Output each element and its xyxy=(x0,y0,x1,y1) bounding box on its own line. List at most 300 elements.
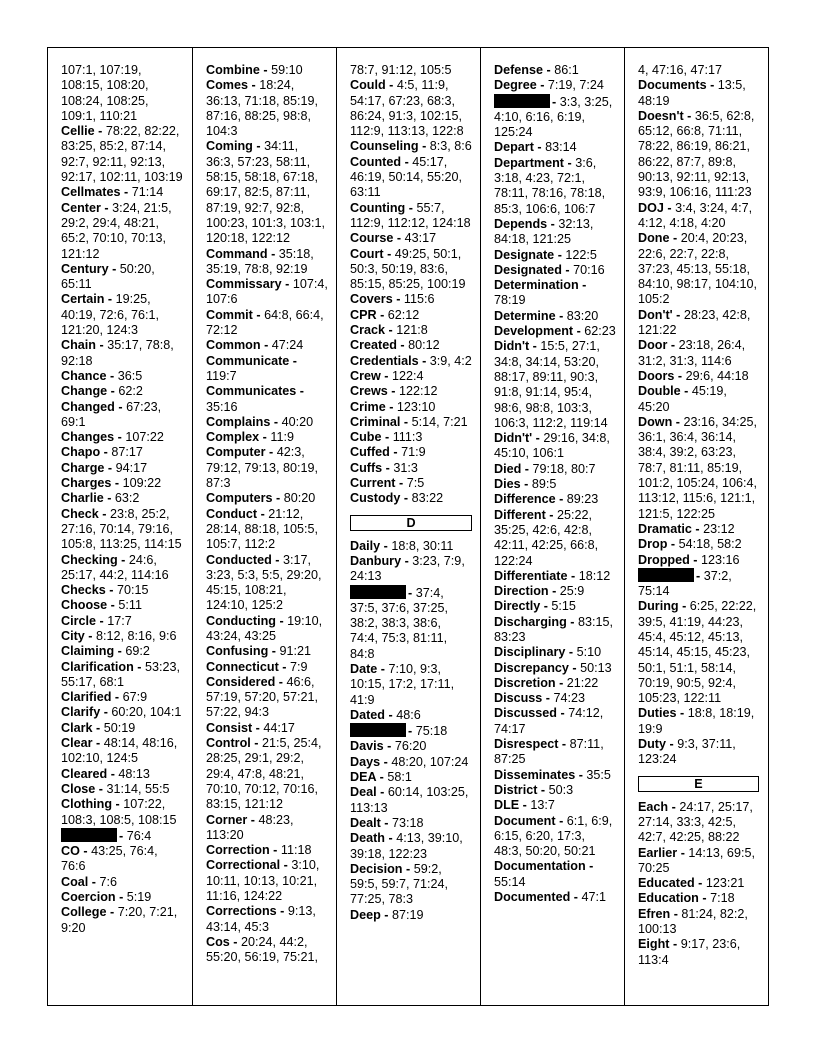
entry-page-refs: 14:13, 69:5, 70:25 xyxy=(638,845,755,875)
entry-page-refs: 50:19 xyxy=(103,720,136,735)
index-entry xyxy=(494,278,616,309)
index-entry xyxy=(638,78,759,109)
entry-page-refs: 15:5, 27:1, 34:8, 34:14, 53:20, 88:17, 89:11, 90:3, 91:8, 91:14, 95:4, 98:6, 98:8, 103:3, 106:3, 112:2, 119:14 xyxy=(494,339,608,430)
entry-page-refs: 75:18 xyxy=(415,724,448,739)
index-entry xyxy=(350,400,472,415)
entry-dash: - xyxy=(663,200,676,215)
entry-page-refs: 43:25, 76:4, 76:6 xyxy=(61,844,158,874)
redaction-bar xyxy=(350,723,406,737)
index-entry xyxy=(494,706,616,737)
entry-dash: - xyxy=(387,384,400,399)
entry-dash: - xyxy=(566,614,578,629)
entry-term: Educated xyxy=(638,876,695,891)
entry-page-refs: 5:19 xyxy=(126,890,152,905)
index-entry xyxy=(638,369,759,384)
index-entry xyxy=(61,476,184,491)
section-letter: E xyxy=(638,776,759,792)
index-entry xyxy=(206,553,328,614)
index-entry xyxy=(206,721,328,736)
index-entry xyxy=(61,705,184,720)
entry-page-refs: 60:20, 104:1 xyxy=(111,705,182,720)
index-entry xyxy=(206,63,328,78)
entry-term: District xyxy=(494,782,538,797)
entry-dash: - xyxy=(100,705,112,720)
index-entry xyxy=(61,553,184,584)
entry-page-refs: 13:7 xyxy=(530,798,555,813)
entry-page-refs: 80:20 xyxy=(283,491,316,506)
index-entry xyxy=(61,828,184,844)
entry-term: CPR xyxy=(350,307,377,322)
entry-page-refs: 62:12 xyxy=(387,307,420,322)
entry-dash: - xyxy=(402,861,414,876)
entry-page-refs: 23:8, 25:2, 27:16, 70:14, 79:16, 105:8, 113:25, 114:15 xyxy=(61,506,182,552)
index-entry xyxy=(61,690,184,705)
entry-term: Down xyxy=(638,414,673,429)
index-entry xyxy=(494,508,616,569)
entry-dash: - xyxy=(401,553,413,568)
entry-page-refs: 6:1, 6:9, 6:15, 6:20, 17:3, 48:3, 50:20, 50:21 xyxy=(494,813,613,859)
entry-term: Disrespect xyxy=(494,737,559,752)
entry-term: Dramatic xyxy=(638,521,692,536)
index-entry xyxy=(206,736,328,812)
entry-page-refs: 123:21 xyxy=(705,876,745,891)
entry-dash: - xyxy=(694,876,706,891)
redaction-bar xyxy=(494,94,550,108)
entry-dash: - xyxy=(267,246,279,261)
entry-term: College xyxy=(61,905,107,920)
index-entry xyxy=(350,415,472,430)
entry-page-refs: 109:22 xyxy=(122,476,162,491)
entry-page-refs: 9:13, 43:14, 45:3 xyxy=(206,904,316,934)
entry-term: DLE xyxy=(494,798,520,813)
entry-page-refs: 45:17, 46:19, 50:14, 55:20, 63:11 xyxy=(350,154,463,200)
entry-page-refs: 44:17 xyxy=(263,720,295,735)
entry-term: Charges xyxy=(61,476,112,491)
entry-term: Common xyxy=(206,338,261,353)
entry-term: Circle xyxy=(61,613,97,628)
entry-term: Century xyxy=(61,261,109,276)
entry-term: Conducting xyxy=(206,613,276,628)
entry-term: Coming xyxy=(206,139,253,154)
index-entry xyxy=(61,262,184,293)
entry-dash: - xyxy=(537,782,549,797)
entry-term: Chain xyxy=(61,338,96,353)
entry-page-refs: 7:19, 7:24 xyxy=(547,78,604,93)
entry-dash: - xyxy=(260,338,272,353)
entry-dash: - xyxy=(519,798,531,813)
entry-dash: - xyxy=(547,216,559,231)
entry-page-refs: 35:17, 78:8, 92:18 xyxy=(61,338,174,368)
index-entry xyxy=(206,308,328,339)
entry-dash: - xyxy=(269,843,281,858)
index-entry xyxy=(350,708,472,723)
index-entry xyxy=(350,139,472,154)
entry-page-refs: 40:20 xyxy=(281,414,314,429)
index-entry xyxy=(494,78,616,93)
index-entry xyxy=(206,277,328,308)
index-entry xyxy=(61,614,184,629)
index-entry xyxy=(61,721,184,736)
entry-page-refs: 111:3 xyxy=(392,430,423,445)
entry-page-refs: 80:12 xyxy=(408,338,440,353)
index-entry xyxy=(494,661,616,676)
entry-dash: - xyxy=(115,890,127,905)
index-entry xyxy=(494,156,616,217)
index-entry xyxy=(494,263,616,278)
entry-page-refs: 73:18 xyxy=(392,815,424,830)
index-column-4 xyxy=(480,48,624,1005)
index-entry xyxy=(61,292,184,338)
index-entry xyxy=(350,785,472,816)
entry-page-refs: 50:13 xyxy=(580,660,612,675)
entry-term: Date xyxy=(350,661,378,676)
entry-term: Disseminates xyxy=(494,767,576,782)
entry-page-refs: 48:20, 107:24 xyxy=(391,754,469,769)
entry-dash: - xyxy=(672,307,684,322)
index-entry xyxy=(494,94,616,141)
entry-page-refs: 50:20, 65:11 xyxy=(61,261,155,292)
index-entry xyxy=(494,584,616,599)
entry-dash: - xyxy=(567,568,579,583)
entry-dash: - xyxy=(250,736,262,751)
index-entry xyxy=(494,63,616,78)
entry-page-refs: 121:8 xyxy=(396,323,428,338)
entry-dash: - xyxy=(575,767,587,782)
entry-dash: - xyxy=(555,813,567,828)
entry-term: Cos xyxy=(206,934,230,949)
entry-term: Checks xyxy=(61,583,106,598)
entry-term: Chapo xyxy=(61,445,101,460)
entry-term: Close xyxy=(61,781,96,796)
entry-page-refs: 29:6, 44:18 xyxy=(685,368,749,383)
entry-term: Complex xyxy=(206,430,260,445)
redaction-bar xyxy=(61,828,117,842)
entry-term: Depends xyxy=(494,216,548,231)
entry-page-refs: 8:12, 8:16, 9:6 xyxy=(96,628,177,643)
index-entry xyxy=(206,935,328,966)
entry-term: Document xyxy=(494,813,556,828)
entry-page-refs: 6:25, 22:22, 39:5, 41:19, 44:23, 45:4, 45:12, 45:13, 45:14, 45:15, 45:23, 50:1, 51:1, 58:14, 70:19, 90:5, 92:4, 105:23, 122:11 xyxy=(638,599,757,706)
index-entry xyxy=(638,891,759,906)
entry-term: Danbury xyxy=(350,553,402,568)
entry-dash: - xyxy=(529,339,541,354)
entry-dash: - xyxy=(95,781,107,796)
index-table xyxy=(47,47,769,1006)
entry-page-refs: 76:4 xyxy=(126,828,152,843)
index-entry xyxy=(350,585,472,662)
entry-page-refs: 34:11, 36:3, 57:23, 58:11, 58:15, 58:18, 67:18, 69:17, 82:5, 87:11, 87:19, 92:7, 92:8, 100:23, 101:3, 103:1, 120:18, 122:12 xyxy=(206,139,326,246)
entry-term: Drop xyxy=(638,537,668,552)
entry-term: Each xyxy=(638,799,669,814)
entry-term: Documentation xyxy=(494,859,586,874)
index-entry xyxy=(61,461,184,476)
entry-page-refs: 18:8, 30:11 xyxy=(391,538,454,553)
index-entry xyxy=(61,430,184,445)
entry-term: Determine xyxy=(494,308,556,323)
index-entry xyxy=(638,384,759,415)
entry-term: Computer xyxy=(206,445,266,460)
entry-page-refs: 67:23, 69:1 xyxy=(61,399,162,429)
entry-term: Change xyxy=(61,384,108,399)
entry-term: Corner xyxy=(206,812,248,827)
entry-term: Charlie xyxy=(61,491,104,506)
index-entry xyxy=(350,862,472,908)
index-column-1 xyxy=(48,48,192,1005)
entry-page-refs: 91:21 xyxy=(279,644,311,659)
entry-page-refs: 70:16 xyxy=(573,262,605,277)
index-entry xyxy=(350,539,472,554)
index-entry xyxy=(494,569,616,584)
entry-dash: - xyxy=(106,368,118,383)
entry-dash: - xyxy=(383,739,395,754)
entry-page-refs: 3:6, 3:18, 4:23, 72:1, 78:11, 78:16, 78:18, 85:3, 106:6, 106:7 xyxy=(494,155,606,216)
entry-term: Cuffs xyxy=(350,460,383,475)
index-entry xyxy=(638,737,759,768)
entry-dash: - xyxy=(380,815,392,830)
index-entry xyxy=(61,767,184,782)
index-entry xyxy=(206,247,328,278)
index-entry xyxy=(206,644,328,659)
entry-page-refs: 59:10 xyxy=(271,63,303,77)
entry-dash: - xyxy=(555,308,567,323)
entry-dash: - xyxy=(400,414,412,429)
index-column-2 xyxy=(192,48,336,1005)
entry-dash: - xyxy=(107,384,119,399)
entry-term: Comes xyxy=(206,78,248,93)
entry-term: Cube xyxy=(350,430,382,445)
entry-term: Earlier xyxy=(638,845,678,860)
index-entry xyxy=(638,109,759,201)
entry-dash: - xyxy=(393,231,405,246)
entry-dash: - xyxy=(676,706,688,721)
entry-dash: - xyxy=(563,155,576,170)
entry-term: Covers xyxy=(350,292,393,307)
entry-page-refs: 89:5 xyxy=(531,477,557,492)
index-entry xyxy=(206,415,328,430)
index-entry xyxy=(206,904,328,935)
entry-dash: - xyxy=(259,430,271,445)
entry-dash: - xyxy=(698,891,711,906)
index-entry xyxy=(61,844,184,875)
entry-page-refs: 36:5 xyxy=(117,368,143,383)
index-entry xyxy=(61,598,184,613)
index-entry xyxy=(350,723,472,739)
entry-dash: - xyxy=(542,691,554,706)
index-entry xyxy=(638,599,759,706)
entry-term: Daily xyxy=(350,538,381,553)
entry-dash: - xyxy=(289,353,297,368)
index-entry xyxy=(350,554,472,585)
entry-page-refs: 53:23, 55:17, 68:1 xyxy=(61,659,180,689)
entry-page-refs: 24:6, 25:17, 44:2, 114:16 xyxy=(61,552,169,582)
index-entry xyxy=(61,890,184,905)
entry-term: Confusing xyxy=(206,644,269,659)
index-entry xyxy=(494,890,616,905)
index-entry xyxy=(494,217,616,248)
entry-dash: - xyxy=(392,292,404,307)
entry-page-refs: 71:9 xyxy=(401,445,426,460)
entry-page-refs: 20:4, 20:23, 22:6, 22:7, 22:8, 37:23, 45:13, 55:18, 84:10, 98:17, 104:10, 105:2 xyxy=(638,231,758,307)
index-entry xyxy=(494,691,616,706)
entry-page-refs: 35:18, 35:19, 78:8, 92:19 xyxy=(206,246,314,276)
entry-dash: - xyxy=(558,737,570,752)
entry-term: Control xyxy=(206,736,251,751)
entry-page-refs: 94:17 xyxy=(115,460,148,475)
entry-dash: - xyxy=(672,414,684,429)
index-entry xyxy=(638,876,759,891)
entry-page-refs: 11:9 xyxy=(270,430,294,445)
index-entry xyxy=(638,846,759,877)
entry-page-refs: 5:10 xyxy=(576,645,602,660)
entry-dash: - xyxy=(696,568,704,583)
entry-page-refs: 7:6 xyxy=(99,874,118,889)
entry-term: Duty xyxy=(638,737,666,752)
entry-term: Counted xyxy=(350,154,402,169)
entry-page-refs: 3:10, 10:11, 10:13, 10:21, 11:16, 124:22 xyxy=(206,858,320,904)
entry-page-refs: 122:5 xyxy=(565,247,597,262)
index-entry xyxy=(206,614,328,645)
entry-term: Discussed xyxy=(494,706,557,721)
entry-term: Davis xyxy=(350,739,384,754)
entry-page-refs: 69:2 xyxy=(125,644,150,659)
entry-dash: - xyxy=(408,585,416,600)
entry-page-refs: 48:23, 113:20 xyxy=(206,812,294,842)
index-entry xyxy=(350,491,472,506)
entry-term: Criminal xyxy=(350,414,401,429)
entry-page-refs: 123:16 xyxy=(700,552,740,567)
entry-dash: - xyxy=(92,736,104,751)
entry-page-refs: 123:10 xyxy=(396,399,436,414)
entry-term: Crack xyxy=(350,323,386,338)
index-entry xyxy=(61,201,184,262)
entry-dash: - xyxy=(418,353,430,368)
entry-page-refs: 122:12 xyxy=(399,384,438,399)
entry-page-refs: 55:7, 112:9, 112:12, 124:18 xyxy=(350,200,471,230)
index-entry xyxy=(61,875,184,890)
entry-term: Directly xyxy=(494,599,541,614)
entry-dash: - xyxy=(114,644,126,659)
index-entry xyxy=(494,462,616,477)
entry-term: During xyxy=(638,599,679,614)
index-entry xyxy=(638,231,759,307)
entry-dash: - xyxy=(533,140,546,155)
entry-term: Development xyxy=(494,324,574,339)
index-entry xyxy=(494,599,616,614)
entry-dash: - xyxy=(385,323,397,338)
entry-term: Custody xyxy=(350,491,401,506)
index-entry xyxy=(206,660,328,675)
entry-page-refs: 25:22, 35:25, 42:6, 42:8, 42:11, 42:25, 66:8, 122:24 xyxy=(494,507,599,568)
entry-page-refs: 74:12, 74:17 xyxy=(494,706,604,736)
entry-dash: - xyxy=(265,445,277,460)
entry-term: Discuss xyxy=(494,691,543,706)
entry-term: Dealt xyxy=(350,815,381,830)
entry-dash: - xyxy=(573,324,585,339)
redaction-bar xyxy=(638,568,694,582)
entry-dash: - xyxy=(104,292,116,307)
entry-page-refs: 21:5, 25:4, 28:25, 29:1, 29:2, 29:4, 47:8, 48:21, 70:10, 70:12, 70:16, 83:15, 121:12 xyxy=(206,736,322,812)
entry-dash: - xyxy=(385,78,397,93)
entry-page-refs: 47:1 xyxy=(581,890,606,905)
entry-page-refs: 83:20 xyxy=(566,308,599,323)
entry-page-refs: 78:19 xyxy=(494,293,526,308)
entry-page-refs: 48:14, 48:16, 102:10, 124:5 xyxy=(61,736,178,766)
entry-dash: - xyxy=(275,674,287,689)
entry-page-refs: 58:1 xyxy=(387,770,412,785)
index-entry xyxy=(350,739,472,754)
entry-dash: - xyxy=(418,139,430,154)
entry-term: Efren xyxy=(638,906,671,921)
entry-term: Depart xyxy=(494,140,534,155)
entry-page-refs: 62:23 xyxy=(584,324,616,339)
entry-dash: - xyxy=(270,414,282,429)
index-entry xyxy=(61,185,184,200)
index-entry xyxy=(206,491,328,506)
index-entry xyxy=(61,491,184,506)
entry-dash: - xyxy=(281,277,293,292)
index-entry xyxy=(61,629,184,644)
index-entry xyxy=(494,814,616,860)
entry-term: City xyxy=(61,628,85,643)
entry-term: Discrepancy xyxy=(494,660,569,675)
entry-term: Died xyxy=(494,461,522,476)
entry-dash: - xyxy=(678,599,690,614)
entry-dash: - xyxy=(114,430,126,445)
entry-dash: - xyxy=(383,246,395,261)
index-entry xyxy=(638,201,759,232)
entry-dash: - xyxy=(385,399,397,414)
entry-page-refs: 107:22, 108:3, 108:5, 108:15 xyxy=(61,797,177,827)
entry-term: CO xyxy=(61,844,80,859)
entry-page-refs: 7:5 xyxy=(406,476,425,491)
entry-page-refs: 48:6 xyxy=(396,707,421,722)
index-entry xyxy=(350,908,472,923)
entry-dash: - xyxy=(252,139,265,154)
entry-dash: - xyxy=(84,628,96,643)
index-entry xyxy=(494,492,616,507)
entry-term: Double xyxy=(638,384,681,399)
entry-dash: - xyxy=(119,828,127,843)
index-entry xyxy=(494,768,616,783)
entry-dash: - xyxy=(376,785,388,800)
entry-term: Choose xyxy=(61,598,108,613)
index-entry xyxy=(350,445,472,460)
index-entry xyxy=(61,905,184,936)
index-column-5 xyxy=(624,48,767,1005)
entry-page-refs: 7:18 xyxy=(710,891,735,906)
entry-dash: - xyxy=(666,737,678,752)
entry-dash: - xyxy=(545,507,557,522)
entry-dash: - xyxy=(557,706,569,721)
entry-page-refs: 31:14, 55:5 xyxy=(106,781,170,796)
entry-page-refs: 37:4, 37:5, 37:6, 37:25, 38:2, 38:3, 38:6, 74:4, 75:3, 81:11, 84:8 xyxy=(350,585,449,661)
entry-term: Dies xyxy=(494,477,521,492)
index-entry xyxy=(350,292,472,307)
entry-page-refs: 37:2, 75:14 xyxy=(638,568,732,599)
entry-page-refs: 18:24, 36:13, 71:18, 85:19, 87:16, 88:25, 98:8, 104:3 xyxy=(206,78,319,139)
entry-page-refs: 67:9 xyxy=(122,690,148,705)
entry-term: Designate xyxy=(494,247,555,262)
entry-dash: - xyxy=(408,724,416,739)
entry-dash: - xyxy=(98,506,111,521)
entry-page-refs: 83:22 xyxy=(411,491,444,506)
index-entry xyxy=(61,736,184,767)
index-entry xyxy=(494,798,616,813)
entry-dash: - xyxy=(107,766,119,781)
entry-dash: - xyxy=(376,307,388,322)
entry-dash: - xyxy=(689,552,701,567)
entry-dash: - xyxy=(532,431,544,446)
